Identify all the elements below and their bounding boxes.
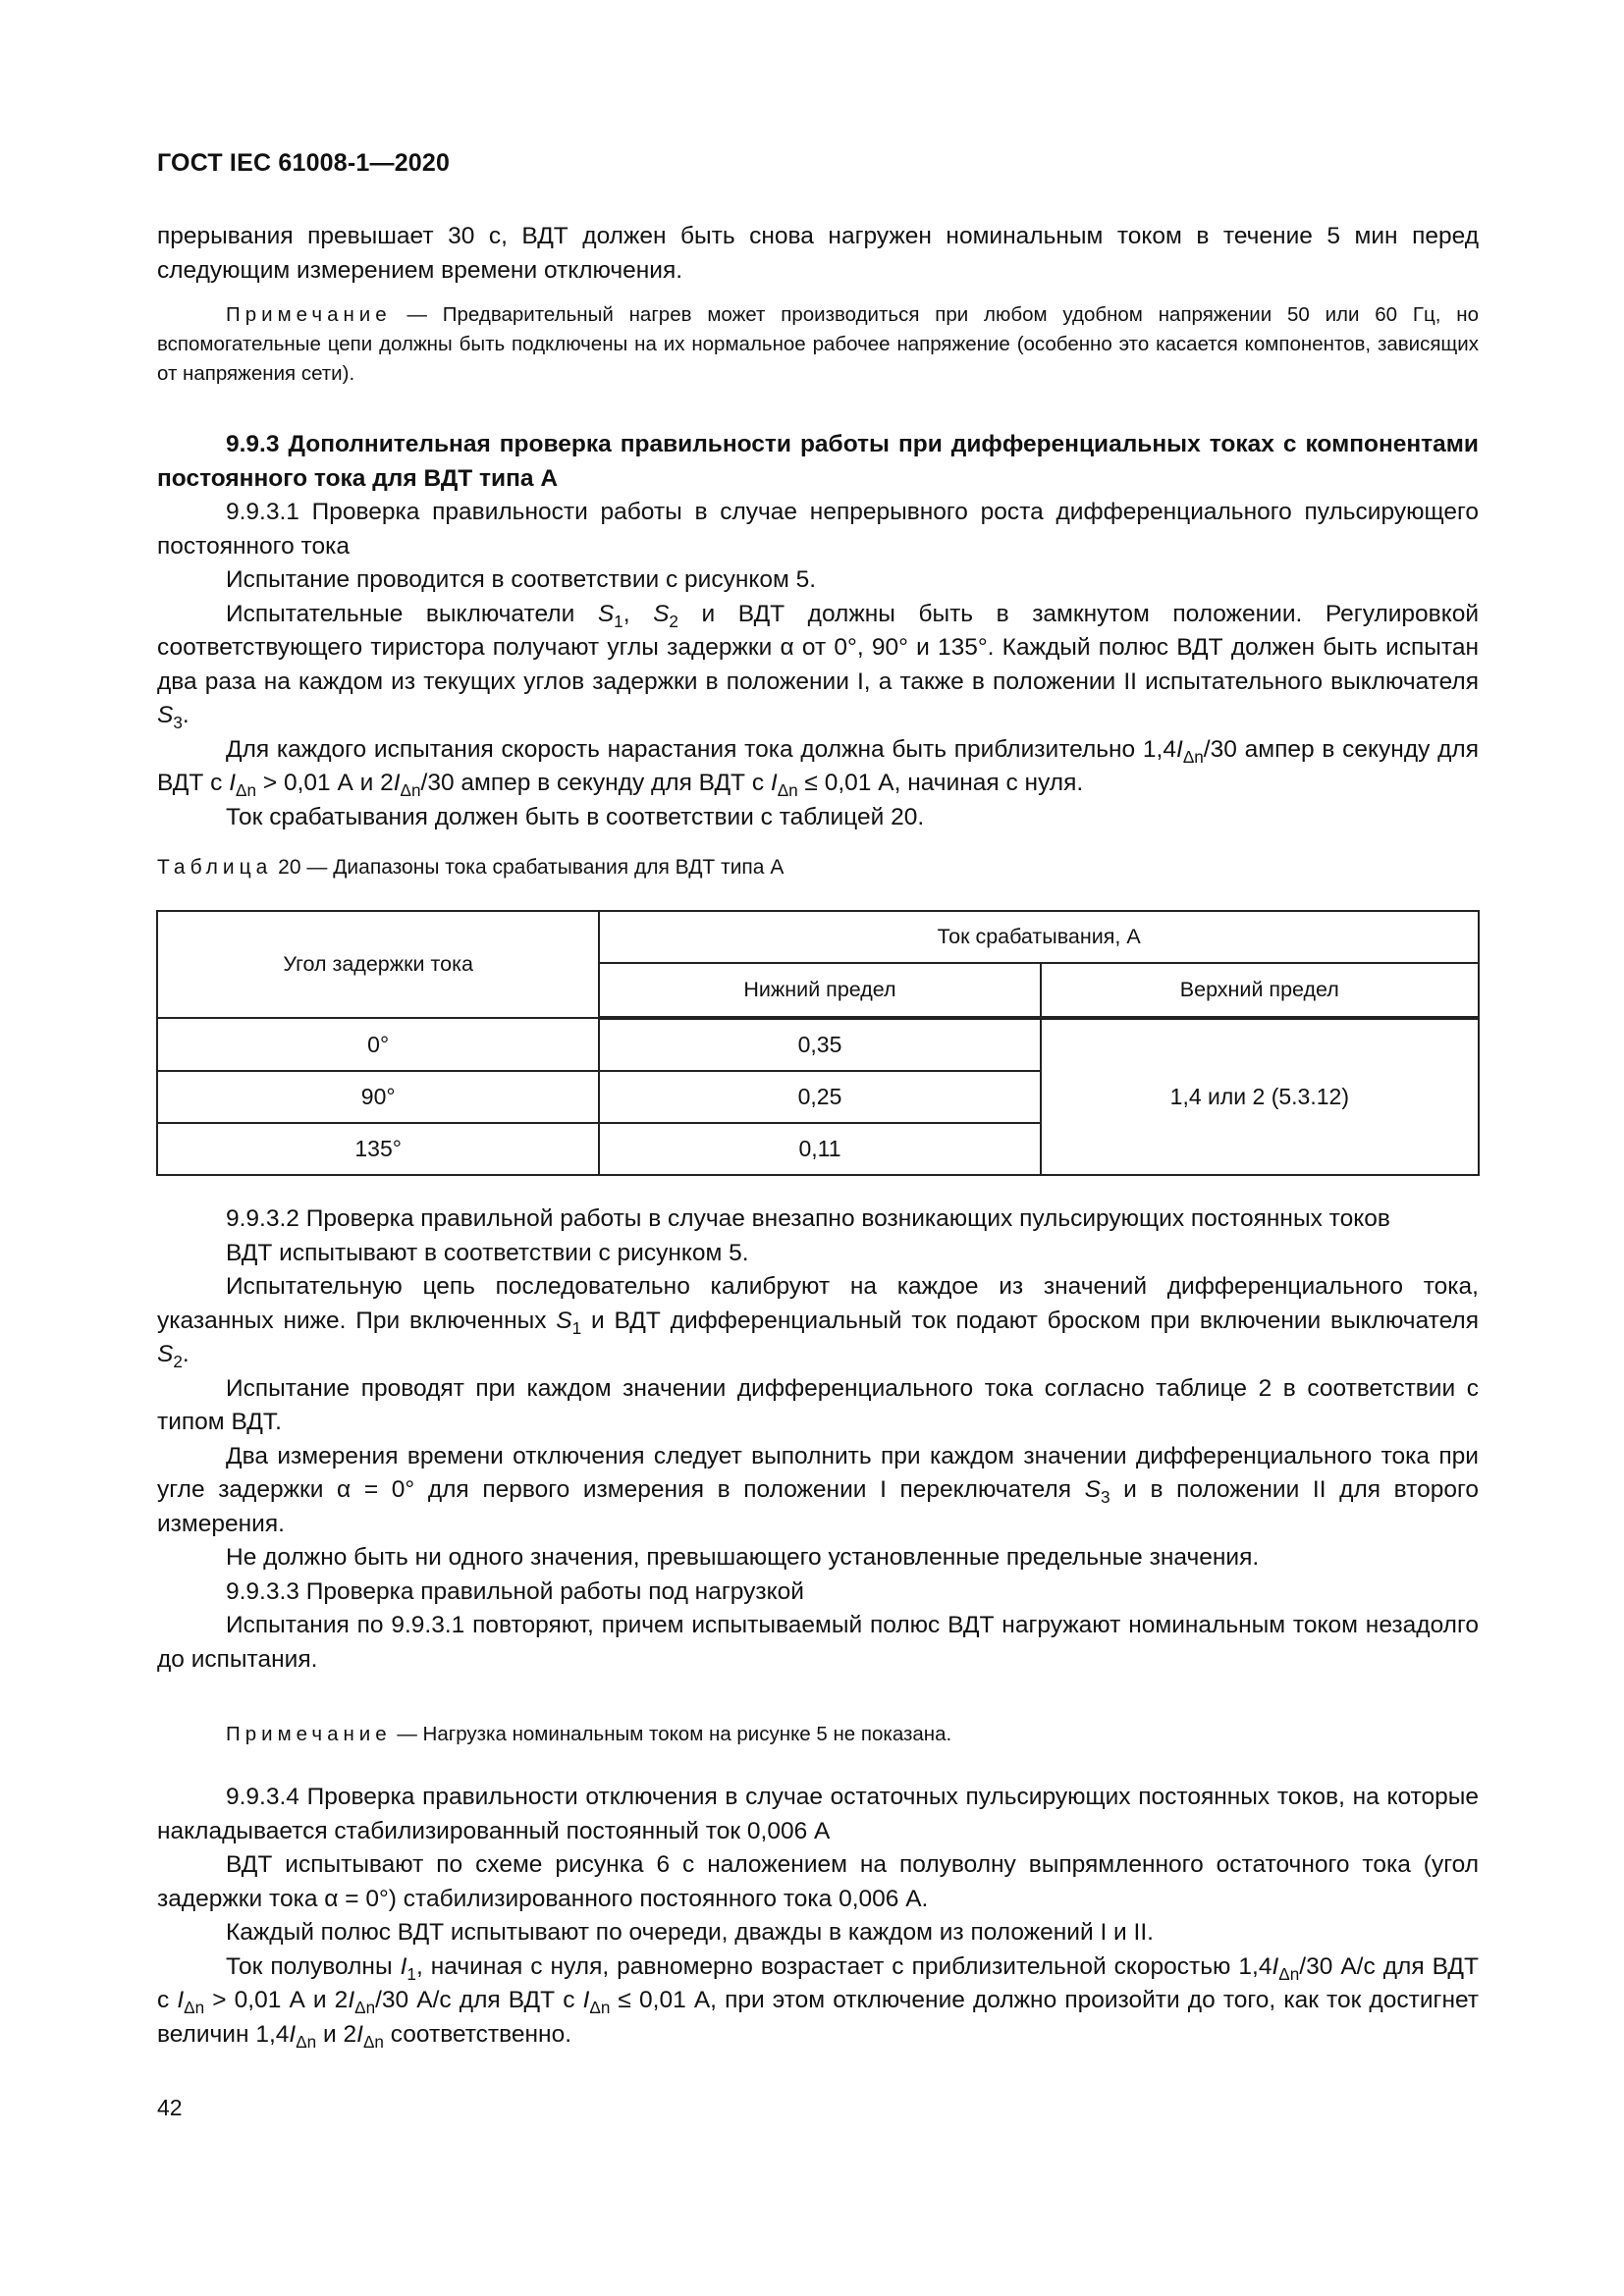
subsection-title: 9.9.3.3 Проверка правильной работы под нагрузкой bbox=[226, 1577, 804, 1605]
section-9-9-3-4 bbox=[157, 1781, 1479, 2052]
paragraph: Два измерения времени отключения следует выполнить при каждом значении дифференциального тока при угле задержки α = 0° для первого измерения в положении I переключателя $S_3$ и в положении II для второго измерения. bbox=[157, 1442, 1479, 1537]
subsection-title: 9.9.3.2 Проверка правильной работы в случае внезапно возникающих пульсирующих постоянных токов bbox=[226, 1205, 1390, 1232]
paragraph: Ток полуволны $I_1$, начиная с нуля, равномерно возрастает с приблизительной скоростью $1,4I_{\Delta n}/30$ А/с для ВДТ с $I_{\Delta n} > 0,01$ А и $2I_{\Delta n}/30$ А/с для ВДТ с $I_{\Delta n} \le 0,01$ А, при этом отключение должно произойти до того, как ток достигнет величин $1,4I_{\Delta n}$ и $2I_{\Delta n}$ соответственно. bbox=[157, 1952, 1480, 2052]
paragraph: Испытание проводится в соответствии с рисунком 5. bbox=[226, 566, 817, 593]
continuation-paragraph bbox=[157, 220, 1479, 288]
note-text bbox=[157, 300, 1479, 389]
note-label: Примечание bbox=[226, 1723, 392, 1745]
table-row bbox=[157, 1018, 1479, 1071]
cell-lower: 0,25 bbox=[599, 1071, 1040, 1123]
page-number: 42 bbox=[157, 2095, 183, 2120]
paragraph: ВДТ испытывают в соответствии с рисунком 5. bbox=[226, 1239, 749, 1266]
note-text bbox=[157, 1720, 1479, 1749]
header-lower: Нижний предел bbox=[599, 963, 1040, 1018]
cell-lower: 0,35 bbox=[599, 1018, 1040, 1071]
paragraph: Каждый полюс ВДТ испытывают по очереди, дважды в каждом из положений I и II. bbox=[226, 1919, 1154, 1946]
header-current: Ток срабатывания, А bbox=[599, 911, 1479, 963]
subsection-title: 9.9.3.1 Проверка правильности работы в случае непрерывного роста дифференциального пульсирующего постоянного тока bbox=[157, 499, 1479, 560]
note-load bbox=[157, 1720, 1479, 1749]
note-body: — Предварительный нагрев может производиться при любом удобном напряжении 50 или 60 Гц, но вспомогательные цепи должны быть подключены на их нормальное рабочее напряжение (особенно это касается компонентов, зависящих от напряжения сети). bbox=[157, 303, 1479, 385]
paragraph: Испытательные выключатели $S_1$, $S_2$ и ВДТ должны быть в замкнутом положении. Регулировкой соответствующего тиристора получают углы задержки α от 0°, 90° и 135°. Каждый полюс ВДТ должен быть испытан два раза на каждом из текущих углов задержки в положении I, а также в положении II испытательного выключателя $S_3$. bbox=[157, 600, 1480, 732]
section-9-9-3-2 bbox=[157, 1202, 1479, 1677]
cell-angle: 135° bbox=[157, 1123, 599, 1175]
paragraph: Ток срабатывания должен быть в соответствии с таблицей 20. bbox=[226, 803, 925, 830]
paragraph: Для каждого испытания скорость нарастания тока должна быть приблизительно $1,4I_{\Delta n}/30$ ампер в секунду для ВДТ с $I_{\Delta n} > 0,01$ А и $2I_{\Delta n}/30$ ампер в секунду для ВДТ с $I_{\Delta n} \le 0,01$ А, начиная с нуля. bbox=[157, 735, 1479, 800]
paragraph: ВДТ испытывают по схеме рисунка 6 с наложением на полуволну выпрямленного остаточного тока (угол задержки тока α = 0°) стабилизированного постоянного тока 0,006 А. bbox=[157, 1851, 1479, 1912]
paragraph: прерывания превышает 30 с, ВДТ должен быть снова нагружен номинальным током в течение 5 мин перед следующим измерением времени отключения. bbox=[157, 223, 1479, 284]
cell-angle: 90° bbox=[157, 1071, 599, 1123]
section-heading: 9.9.3 Дополнительная проверка правильности работы при дифференциальных токах с компонентами постоянного тока для ВДТ типа А bbox=[157, 431, 1479, 492]
paragraph: Не должно быть ни одного значения, превышающего установленные предельные значения. bbox=[226, 1544, 1260, 1571]
table-caption: Таблица 20 — Диапазоны тока срабатывания для ВДТ типа А bbox=[157, 856, 785, 879]
header-angle: Угол задержки тока bbox=[157, 911, 599, 1018]
note-label: Примечание bbox=[226, 303, 392, 326]
note-preheat bbox=[157, 300, 1479, 389]
subsection-title: 9.9.3.4 Проверка правильности отключения в случае остаточных пульсирующих постоянных токов, на которые накладывается стабилизированный постоянный ток 0,006 А bbox=[157, 1784, 1479, 1844]
document-header: ГОСТ IEC 61008-1—2020 bbox=[157, 149, 451, 177]
paragraph: Испытание проводят при каждом значении дифференциального тока согласно таблице 2 в соответствии с типом ВДТ. bbox=[157, 1374, 1479, 1435]
cell-lower: 0,11 bbox=[599, 1123, 1040, 1175]
cell-upper: 1,4 или 2 (5.3.12) bbox=[1041, 1018, 1479, 1175]
note-body: — Нагрузка номинальным током на рисунке 5 не показана. bbox=[391, 1723, 952, 1745]
paragraph: Испытания по 9.9.3.1 повторяют, причем испытываемый полюс ВДТ нагружают номинальным током незадолго до испытания. bbox=[157, 1612, 1479, 1673]
table-20 bbox=[156, 910, 1480, 1176]
section-9-9-3 bbox=[157, 428, 1479, 834]
header-upper: Верхний предел bbox=[1041, 963, 1479, 1018]
paragraph: Испытательную цепь последовательно калибруют на каждое из значений дифференциального тока, указанных ниже. При включенных $S_1$ и ВДТ дифференциальный ток подают броском при включении выключателя $S_2$. bbox=[157, 1273, 1479, 1371]
cell-angle: 0° bbox=[157, 1018, 599, 1071]
